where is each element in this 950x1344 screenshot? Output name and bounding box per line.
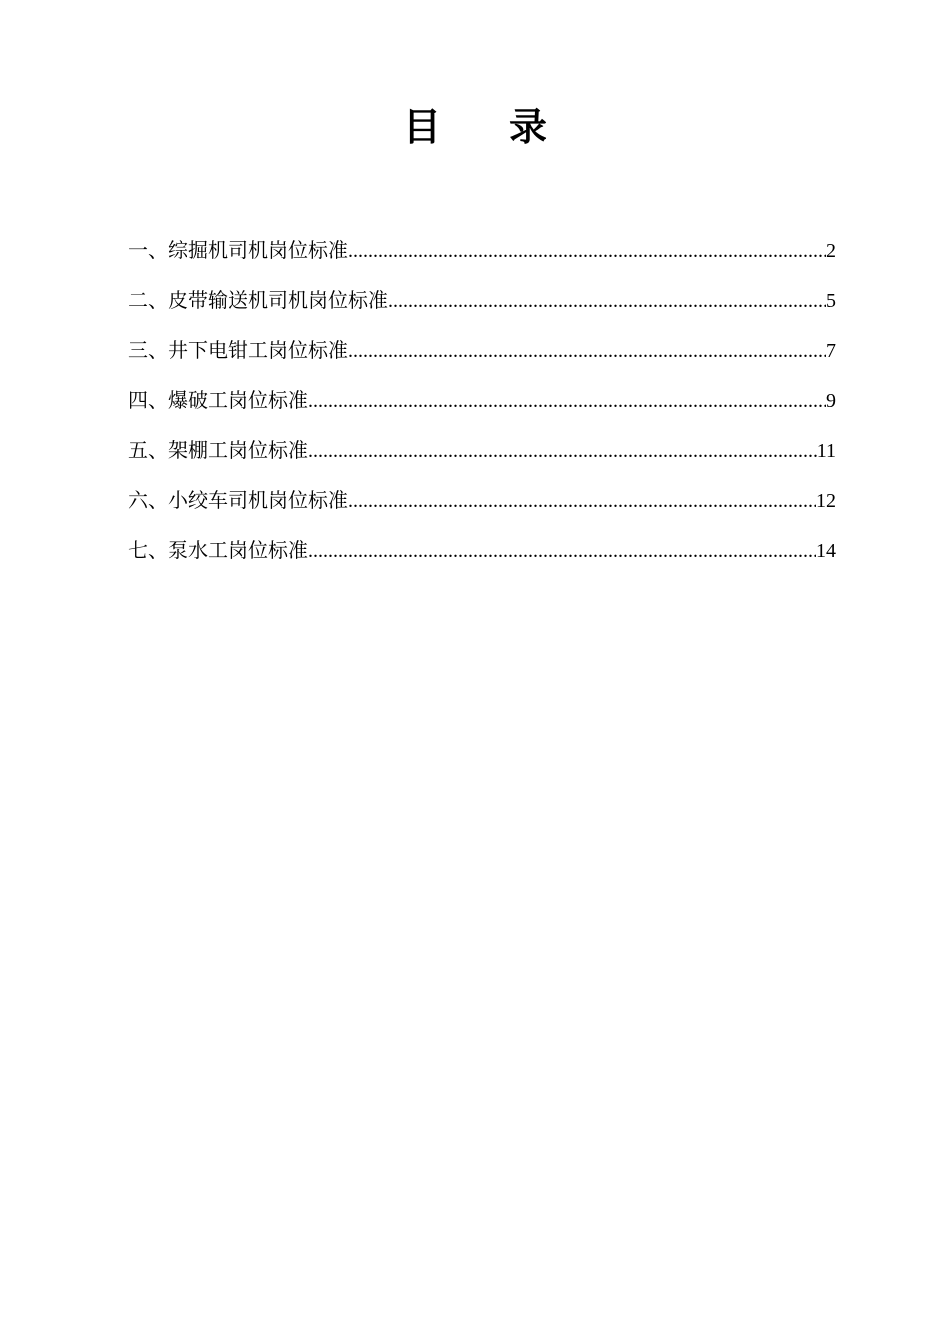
toc-entry-label[interactable]: 一、综掘机司机岗位标准 [128,238,348,262]
toc-entry-label[interactable]: 五、架棚工岗位标准 [128,438,308,462]
toc-entry[interactable] [128,330,836,380]
toc-entry-label[interactable]: 六、小绞车司机岗位标准 [128,488,348,512]
page-title [0,100,950,154]
toc-entry[interactable] [128,480,836,530]
toc-entry[interactable] [128,230,836,280]
title-char-2: 录 [509,105,548,149]
toc-dot-leader [308,381,826,421]
toc-entry[interactable] [128,430,836,480]
toc-entry[interactable] [128,530,836,580]
title-char-1: 目 [402,105,441,149]
toc-entry-label[interactable]: 三、井下电钳工岗位标准 [128,338,348,362]
toc-entry-label[interactable]: 四、爆破工岗位标准 [128,388,308,412]
toc-dot-leader [308,431,817,471]
toc-page-number[interactable]: 5 [826,290,836,312]
toc-dot-leader [348,231,826,271]
table-of-contents [128,230,836,580]
toc-dot-leader [348,481,816,521]
toc-entry[interactable] [128,380,836,430]
toc-dot-leader [388,281,826,321]
toc-page-number[interactable]: 7 [826,340,836,362]
toc-page-number[interactable]: 14 [816,540,836,562]
toc-page-number[interactable]: 11 [816,440,836,462]
toc-entry[interactable] [128,280,836,330]
toc-page-number[interactable]: 2 [826,240,836,262]
toc-dot-leader [308,531,816,571]
toc-entry-label[interactable]: 七、泵水工岗位标准 [128,538,308,562]
toc-dot-leader [348,331,826,371]
toc-page-number[interactable]: 9 [826,390,836,412]
toc-entry-label[interactable]: 二、皮带输送机司机岗位标准 [128,288,388,312]
toc-page-number[interactable]: 12 [816,490,836,512]
